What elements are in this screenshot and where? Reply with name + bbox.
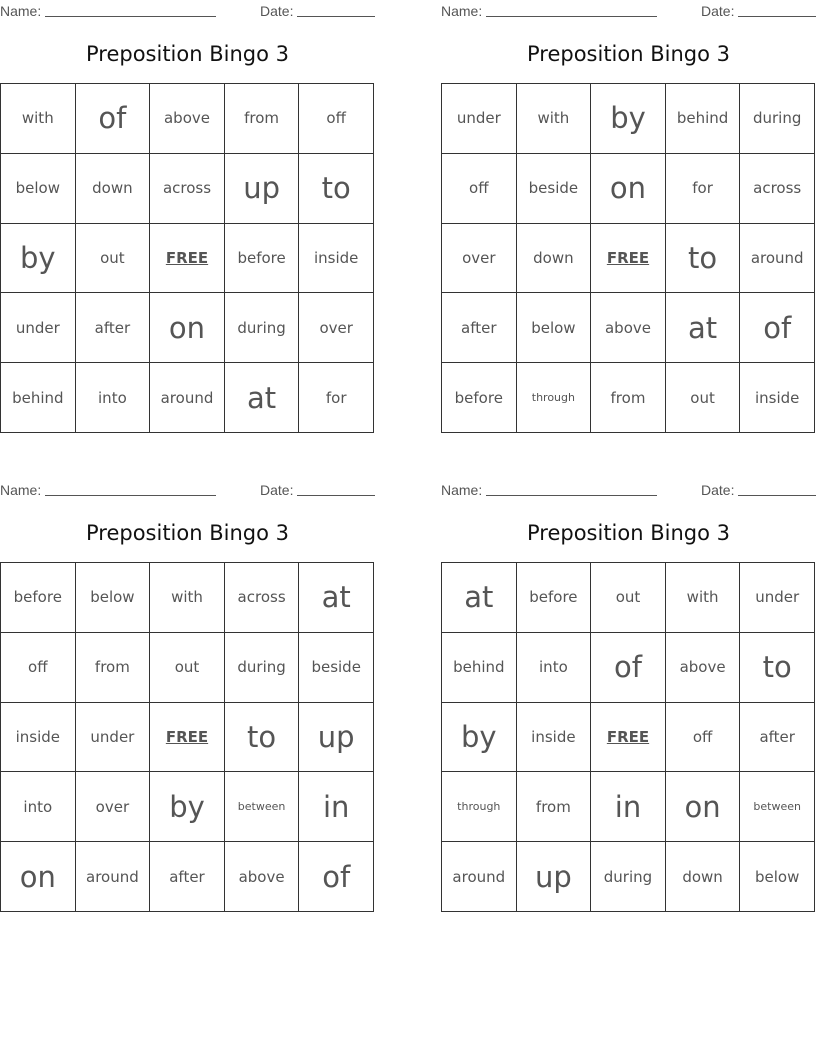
- bingo-cell: before: [442, 363, 517, 433]
- bingo-cell: off: [299, 84, 374, 154]
- bingo-cell: inside: [517, 703, 592, 773]
- name-date-row: [441, 482, 816, 498]
- bingo-cell: behind: [442, 633, 517, 703]
- bingo-cell: to: [666, 224, 741, 294]
- name-label: Name:: [441, 3, 483, 19]
- free-space-cell: FREE: [591, 224, 666, 294]
- bingo-cell: during: [740, 84, 815, 154]
- free-space-cell: FREE: [150, 224, 225, 294]
- bingo-cell: above: [225, 842, 300, 912]
- card-title: Preposition Bingo 3: [526, 521, 730, 545]
- bingo-cell: off: [666, 703, 741, 773]
- bingo-cell: inside: [740, 363, 815, 433]
- bingo-cell: under: [740, 563, 815, 633]
- bingo-cell: to: [299, 154, 374, 224]
- bingo-grid: [0, 562, 374, 912]
- bingo-cell: of: [591, 633, 666, 703]
- bingo-cell: below: [740, 842, 815, 912]
- name-date-row: [0, 3, 375, 19]
- bingo-cell: before: [1, 563, 76, 633]
- bingo-cell: into: [1, 772, 76, 842]
- bingo-grid: [441, 83, 815, 433]
- bingo-cell: to: [225, 703, 300, 773]
- bingo-cell: down: [76, 154, 151, 224]
- bingo-cell: to: [740, 633, 815, 703]
- bingo-cell: between: [225, 772, 300, 842]
- bingo-cell: at: [225, 363, 300, 433]
- bingo-cell: across: [225, 563, 300, 633]
- bingo-cell: with: [517, 84, 592, 154]
- bingo-cell: on: [666, 772, 741, 842]
- bingo-cell: from: [76, 633, 151, 703]
- bingo-cell: over: [299, 293, 374, 363]
- bingo-cell: around: [442, 842, 517, 912]
- bingo-cell: at: [442, 563, 517, 633]
- date-label: Date:: [701, 482, 735, 498]
- bingo-cell: inside: [1, 703, 76, 773]
- bingo-cell: with: [150, 563, 225, 633]
- bingo-cell: by: [591, 84, 666, 154]
- bingo-cell: by: [442, 703, 517, 773]
- bingo-cell: around: [740, 224, 815, 294]
- bingo-cell: out: [76, 224, 151, 294]
- bingo-cell: with: [666, 563, 741, 633]
- bingo-grid: [0, 83, 374, 433]
- name-date-row: [0, 482, 375, 498]
- bingo-cell: for: [299, 363, 374, 433]
- date-label: Date:: [260, 3, 294, 19]
- bingo-cell: under: [76, 703, 151, 773]
- bingo-cell: with: [1, 84, 76, 154]
- bingo-cell: below: [76, 563, 151, 633]
- name-line: [45, 16, 216, 17]
- bingo-cell: of: [76, 84, 151, 154]
- bingo-grid: [441, 562, 815, 912]
- name-line: [45, 495, 216, 496]
- bingo-cell: behind: [666, 84, 741, 154]
- bingo-cell: of: [299, 842, 374, 912]
- bingo-cell: down: [666, 842, 741, 912]
- bingo-cell: across: [150, 154, 225, 224]
- bingo-cell: below: [517, 293, 592, 363]
- bingo-cell: below: [1, 154, 76, 224]
- bingo-cell: on: [1, 842, 76, 912]
- name-line: [486, 495, 657, 496]
- bingo-card-2: [441, 0, 816, 440]
- bingo-cell: above: [666, 633, 741, 703]
- bingo-cell: behind: [1, 363, 76, 433]
- date-line: [297, 495, 375, 496]
- free-space-cell: FREE: [591, 703, 666, 773]
- bingo-cell: above: [150, 84, 225, 154]
- bingo-cell: on: [591, 154, 666, 224]
- bingo-cell: after: [76, 293, 151, 363]
- bingo-card-4: [441, 479, 816, 919]
- bingo-cell: above: [591, 293, 666, 363]
- bingo-cell: at: [299, 563, 374, 633]
- bingo-cell: during: [225, 633, 300, 703]
- bingo-cell: off: [442, 154, 517, 224]
- bingo-cell: by: [1, 224, 76, 294]
- bingo-cell: from: [591, 363, 666, 433]
- bingo-cell: for: [666, 154, 741, 224]
- bingo-cell: out: [150, 633, 225, 703]
- bingo-cell: under: [442, 84, 517, 154]
- free-space-cell: FREE: [150, 703, 225, 773]
- bingo-cell: out: [591, 563, 666, 633]
- bingo-cell: between: [740, 772, 815, 842]
- bingo-cell: by: [150, 772, 225, 842]
- card-title: Preposition Bingo 3: [85, 42, 289, 66]
- bingo-cell: around: [150, 363, 225, 433]
- date-line: [738, 495, 816, 496]
- bingo-cell: over: [442, 224, 517, 294]
- name-label: Name:: [0, 482, 42, 498]
- date-label: Date:: [260, 482, 294, 498]
- bingo-cell: through: [442, 772, 517, 842]
- name-label: Name:: [441, 482, 483, 498]
- bingo-cell: into: [76, 363, 151, 433]
- bingo-cell: from: [225, 84, 300, 154]
- bingo-cell: up: [517, 842, 592, 912]
- bingo-cell: into: [517, 633, 592, 703]
- bingo-cell: out: [666, 363, 741, 433]
- bingo-cell: down: [517, 224, 592, 294]
- bingo-cell: around: [76, 842, 151, 912]
- bingo-cell: through: [517, 363, 592, 433]
- bingo-cell: over: [76, 772, 151, 842]
- name-date-row: [441, 3, 816, 19]
- bingo-cell: after: [150, 842, 225, 912]
- date-line: [297, 16, 375, 17]
- bingo-cell: on: [150, 293, 225, 363]
- date-label: Date:: [701, 3, 735, 19]
- bingo-cell: before: [517, 563, 592, 633]
- bingo-cell: across: [740, 154, 815, 224]
- bingo-cell: in: [299, 772, 374, 842]
- bingo-card-1: [0, 0, 375, 440]
- bingo-cell: in: [591, 772, 666, 842]
- name-label: Name:: [0, 3, 42, 19]
- bingo-cell: during: [591, 842, 666, 912]
- bingo-cell: up: [299, 703, 374, 773]
- bingo-cell: inside: [299, 224, 374, 294]
- card-title: Preposition Bingo 3: [526, 42, 730, 66]
- bingo-cell: during: [225, 293, 300, 363]
- name-line: [486, 16, 657, 17]
- bingo-cell: of: [740, 293, 815, 363]
- bingo-cell: up: [225, 154, 300, 224]
- bingo-cell: after: [442, 293, 517, 363]
- date-line: [738, 16, 816, 17]
- bingo-cell: after: [740, 703, 815, 773]
- bingo-cell: from: [517, 772, 592, 842]
- bingo-cell: at: [666, 293, 741, 363]
- bingo-cell: under: [1, 293, 76, 363]
- bingo-cell: before: [225, 224, 300, 294]
- bingo-card-3: [0, 479, 375, 919]
- bingo-cell: off: [1, 633, 76, 703]
- card-title: Preposition Bingo 3: [85, 521, 289, 545]
- bingo-cell: beside: [517, 154, 592, 224]
- bingo-cell: beside: [299, 633, 374, 703]
